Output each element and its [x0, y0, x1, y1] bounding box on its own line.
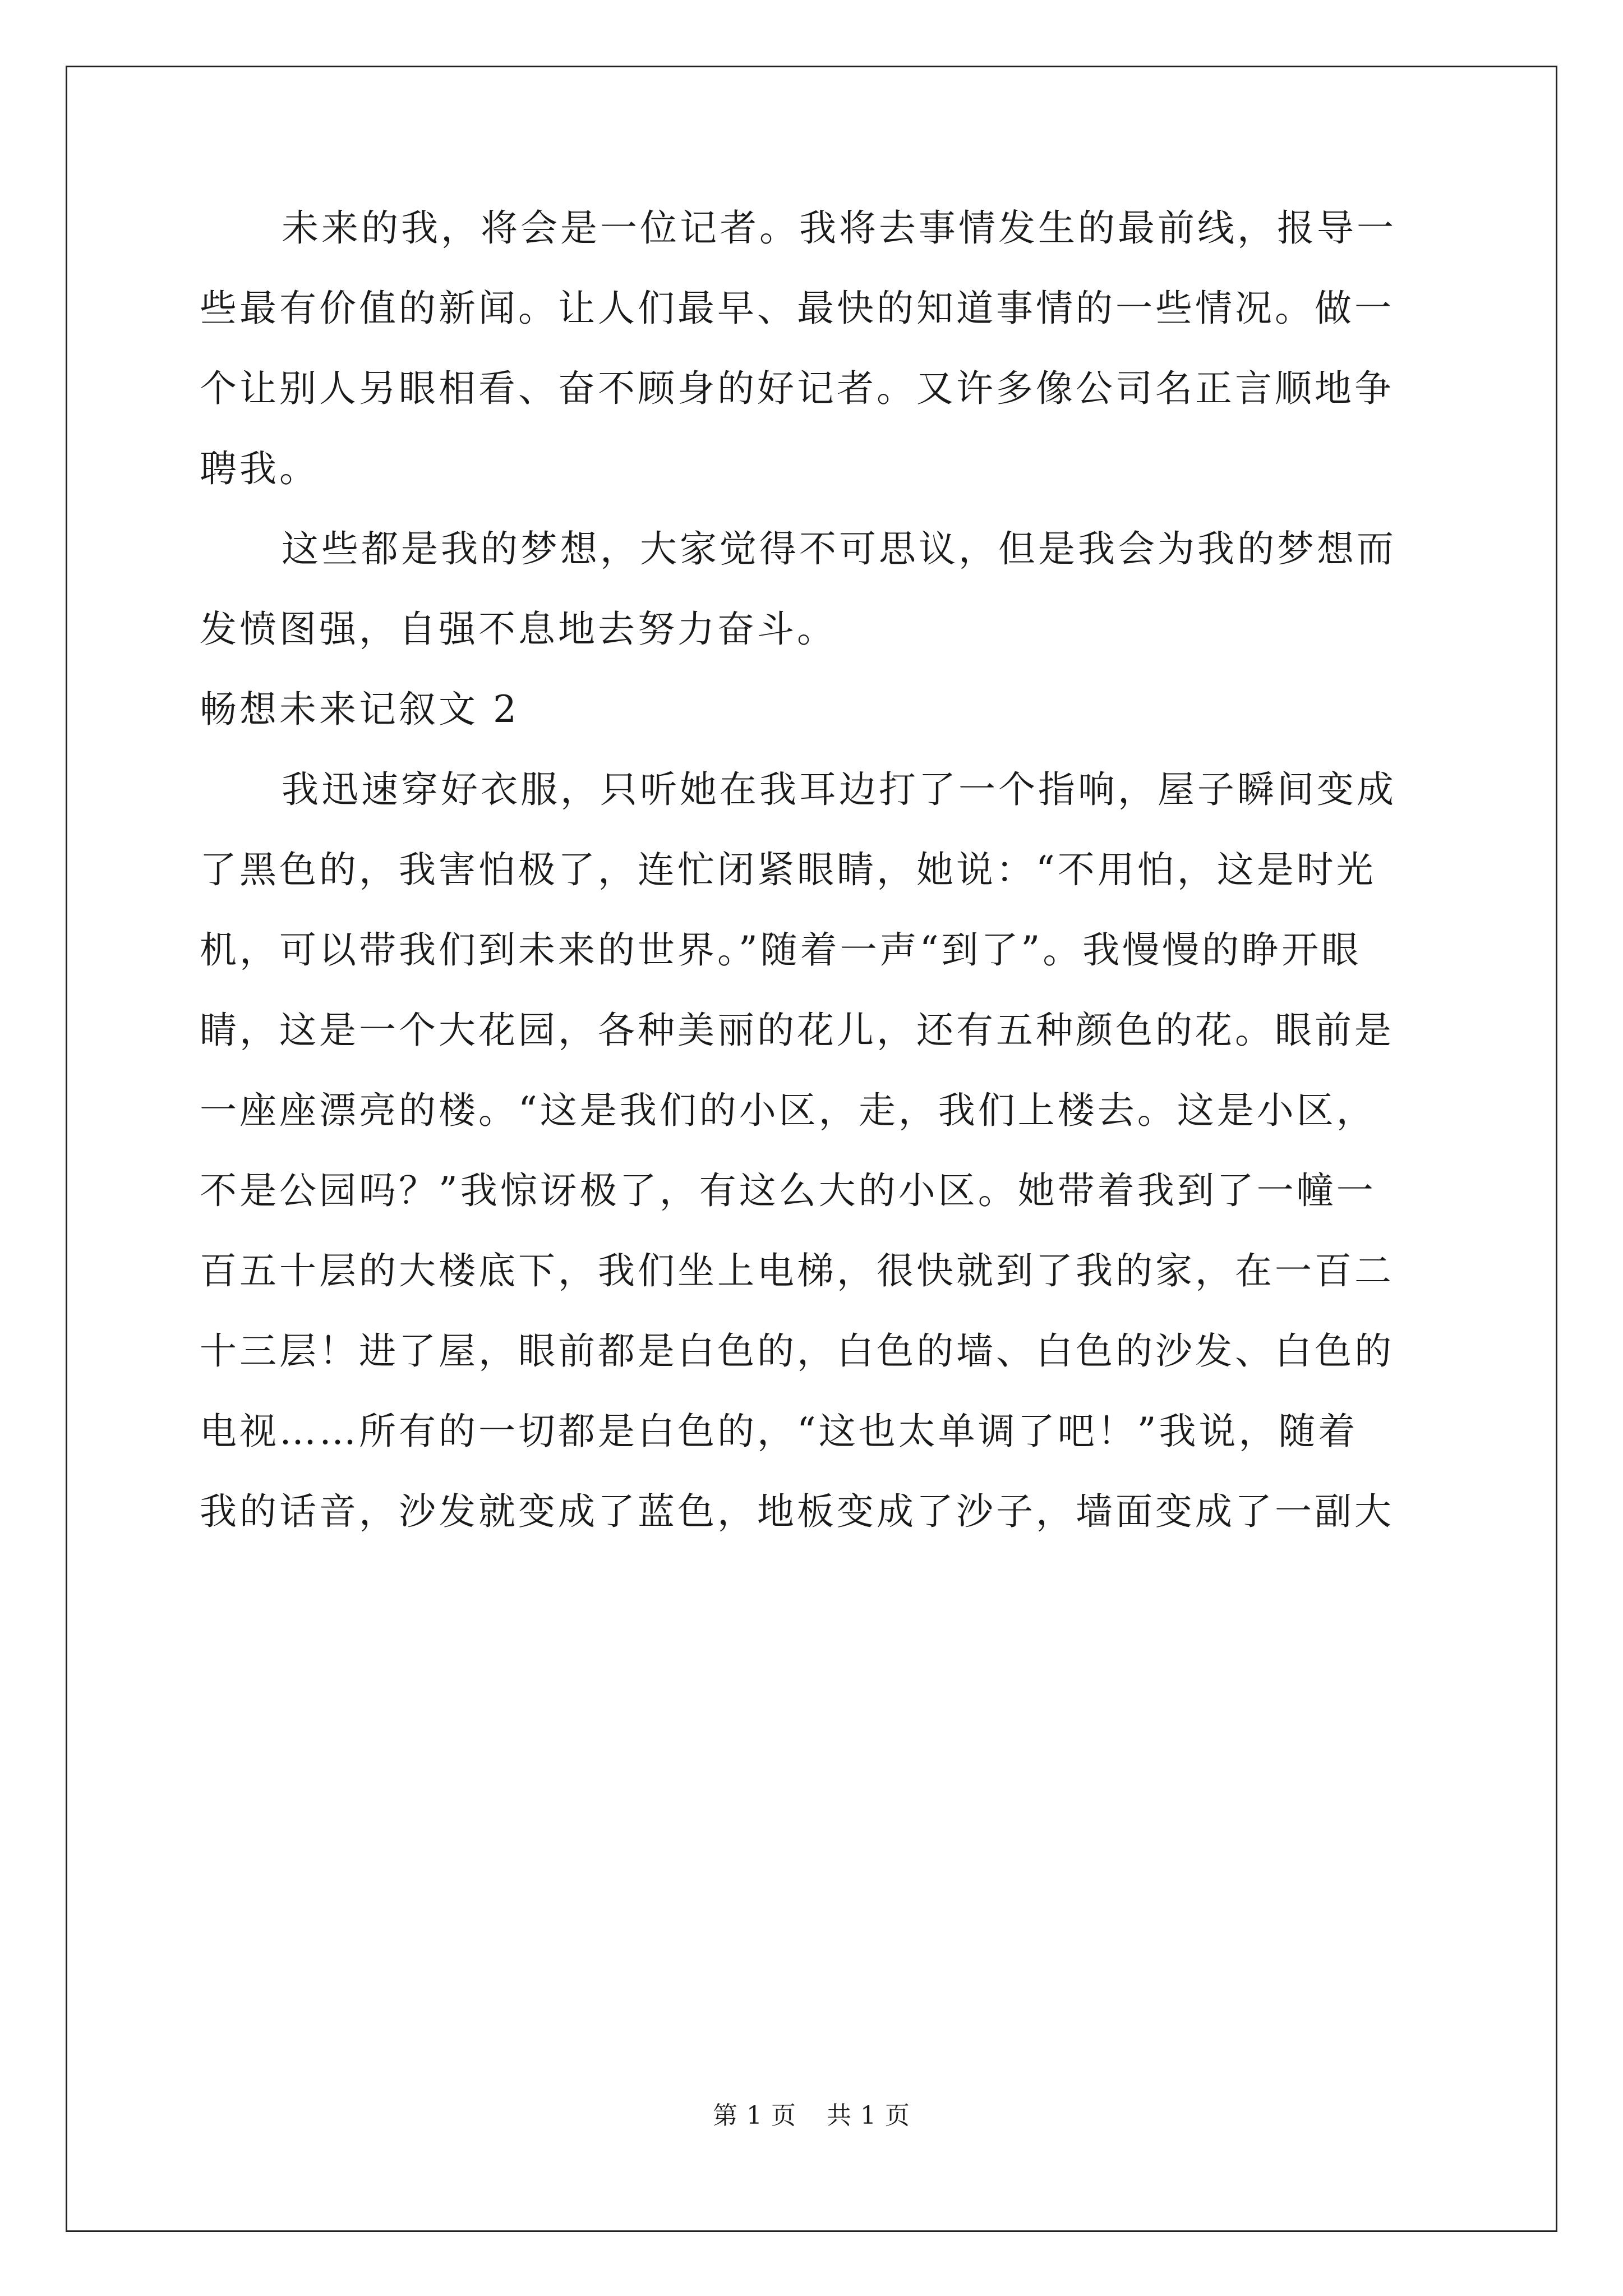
page-number: 第 1 页: [713, 2101, 796, 2130]
text-line: 不是公园吗？”我惊讶极了，有这么大的小区。她带着我到了一幢一: [200, 1169, 1376, 1212]
text-line: 发愤图强，自强不息地去努力奋斗。: [200, 608, 837, 651]
text-line: 百五十层的大楼底下，我们坐上电梯，很快就到了我的家，在一百二: [200, 1249, 1394, 1292]
text-line: 这些都是我的梦想，大家觉得不可思议，但是我会为我的梦想而: [282, 527, 1396, 570]
paragraph-1: [200, 188, 1433, 509]
text-line: 机，可以带我们到未来的世界。”随着一声“到了”。我慢慢的睁开眼: [200, 928, 1362, 972]
text-line: 十三层！进了屋，眼前都是白色的，白色的墙、白色的沙发、白色的: [200, 1329, 1394, 1373]
text-line: 了黑色的，我害怕极了，连忙闭紧眼睛，她说：“不用怕，这是时光: [200, 848, 1376, 891]
page-footer: [0, 2095, 1623, 2131]
article-body: [200, 188, 1433, 1552]
text-line: 睛，这是一个大花园，各种美丽的花儿，还有五种颜色的花。眼前是: [200, 1009, 1394, 1052]
text-line: 我的话音，沙发就变成了蓝色，地板变成了沙子，墙面变成了一副大: [200, 1490, 1394, 1533]
text-line: 电视……所有的一切都是白色的，“这也太单调了吧！”我说，随着: [200, 1410, 1358, 1453]
text-line: 未来的我，将会是一位记者。我将去事情发生的最前线，报导一: [282, 206, 1396, 250]
text-line: 一座座漂亮的楼。“这是我们的小区，走，我们上楼去。这是小区，: [200, 1089, 1376, 1132]
section-title: 畅想未来记叙文 2: [200, 688, 519, 731]
text-line: 些最有价值的新闻。让人们最早、最快的知道事情的一些情况。做一: [200, 287, 1394, 330]
text-line: 我迅速穿好衣服，只听她在我耳边打了一个指响，屋子瞬间变成: [282, 768, 1396, 811]
paragraph-3: [200, 749, 1433, 1552]
text-line: 聘我。: [200, 447, 319, 490]
page-total: 共 1 页: [827, 2101, 910, 2130]
text-line: 个让别人另眼相看、奋不顾身的好记者。又许多像公司名正言顺地争: [200, 367, 1394, 410]
paragraph-2: [200, 509, 1433, 669]
